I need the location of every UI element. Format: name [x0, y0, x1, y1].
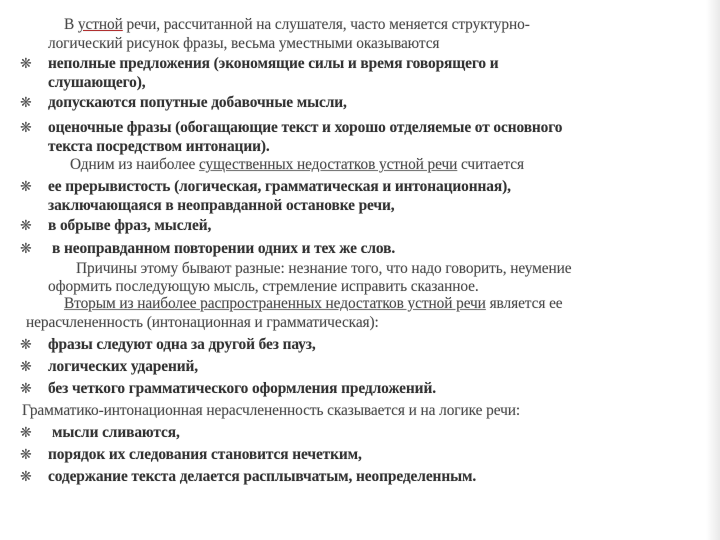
- paragraph-4-line-1: [64, 295, 563, 313]
- bullet-icon: ❋: [20, 95, 32, 111]
- paragraph-1-line-1: [64, 16, 530, 34]
- bullet-icon: ❋: [20, 425, 32, 441]
- bullet-icon: ❋: [20, 469, 32, 485]
- list-2-item-2: в обрыве фраз, мыслей,: [48, 217, 212, 234]
- paragraph-4-rest: является ее: [485, 295, 563, 312]
- paragraph-1-lead: В: [64, 16, 78, 33]
- list-3-item-3: без четкого грамматического оформления предложений.: [48, 380, 436, 397]
- bullet-icon: ❋: [20, 179, 32, 195]
- bullet-icon: ❋: [20, 218, 32, 234]
- paragraph-2: [70, 156, 524, 174]
- list-1-item-1-line-1: неполные предложения (экономящие силы и время говорящего и: [48, 55, 499, 72]
- paragraph-3-line-1: Причины этому бывают разные: незнание того, что надо говорить, неумение: [76, 260, 572, 277]
- list-4-item-1: мысли сливаются,: [52, 424, 180, 441]
- bullet-icon: ❋: [20, 120, 32, 136]
- paragraph-1-keyword: устной: [77, 16, 123, 33]
- bullet-icon: ❋: [20, 56, 32, 72]
- bullet-icon: ❋: [20, 359, 32, 375]
- paragraph-1-line-2: логический рисунок фразы, весьма уместными оказываются: [48, 35, 440, 52]
- paragraph-5: Грамматико-интонационная нерасчлененность сказывается и на логике речи:: [22, 402, 521, 419]
- paragraph-3-line-2: оформить последующую мысль, стремление исправить сказанное.: [48, 278, 479, 295]
- list-3-item-1: фразы следуют одна за другой без пауз,: [48, 336, 316, 353]
- bullet-icon: ❋: [20, 241, 32, 257]
- paragraph-4-line-2: нерасчлененность (интонационная и грамматическая):: [26, 314, 379, 331]
- bullet-icon: ❋: [20, 381, 32, 397]
- list-4-item-2: порядок их следования становится нечетким,: [48, 446, 362, 463]
- list-3-item-2: логических ударений,: [48, 358, 199, 375]
- list-2-item-1-line-2: заключающаяся в неоправданной остановке речи,: [48, 197, 395, 214]
- list-2-item-3: в неоправданном повторении одних и тех же слов.: [52, 240, 396, 257]
- list-2-item-1-line-1: ее прерывистость (логическая, грамматическая и интонационная),: [48, 178, 511, 195]
- list-1-item-1-line-2: слушающего),: [48, 74, 146, 91]
- list-1-item-3-line-1: оценочные фразы (обогащающие текст и хорошо отделяемые от основного: [48, 119, 563, 136]
- paragraph-2-rest: считается: [457, 156, 525, 173]
- bullet-icon: ❋: [20, 447, 32, 463]
- paragraph-1-rest: речи, рассчитанной на слушателя, часто меняется структурно-: [122, 16, 530, 33]
- list-1-item-3-line-2: текста посредством интонации).: [48, 138, 270, 155]
- paragraph-2-lead: Одним из наиболее: [70, 156, 199, 173]
- list-4-item-3: содержание текста делается расплывчатым, неопределенным.: [48, 468, 477, 485]
- list-1-item-2: допускаются попутные добавочные мысли,: [48, 94, 347, 111]
- bullet-icon: ❋: [20, 337, 32, 353]
- paragraph-4-underlined: Вторым из наиболее распространенных недостатков устной речи: [64, 295, 486, 312]
- paragraph-2-underlined: существенных недостатков устной речи: [198, 156, 458, 173]
- slide-edge-shadow: [706, 0, 720, 540]
